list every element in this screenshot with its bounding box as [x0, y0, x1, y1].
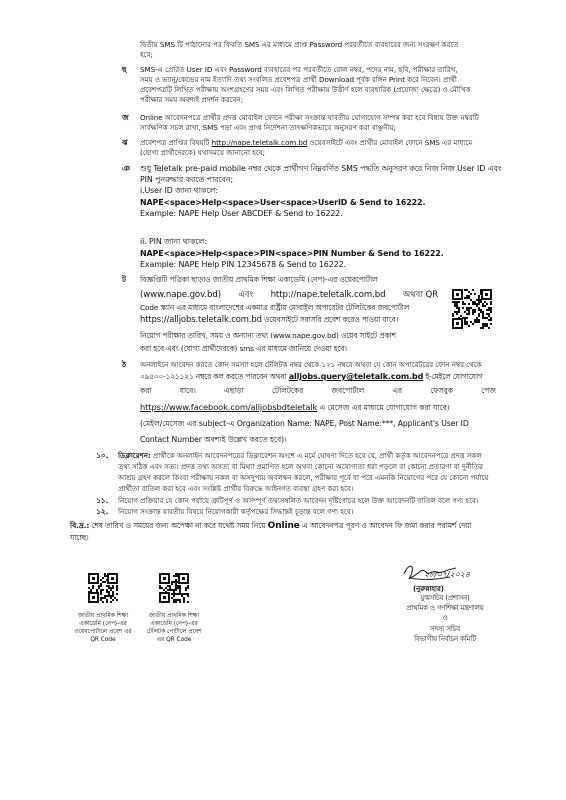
qr-finder-pattern: [481, 289, 492, 300]
qr-module: [468, 303, 470, 305]
item-cha-line-4: পরীক্ষার সময় অবশ্যই প্রদর্শন করবেন;: [140, 95, 244, 104]
qr-module: [490, 311, 492, 313]
item-10-line-1: [118, 451, 482, 461]
item-tha-marker: ঠ: [122, 360, 126, 369]
intro-line-2: হবে;: [140, 50, 153, 59]
qr-module: [173, 595, 175, 597]
qr-module: [490, 323, 492, 325]
qr-module: [478, 315, 480, 317]
qr-module: [112, 599, 114, 601]
item-tha-line-2-post: ই-মেইলে যোগাযোগ: [423, 372, 483, 381]
nape-teletalk-qr-code[interactable]: [159, 573, 189, 603]
item-ta-line-4-post: ওয়েবসাইটে সরাসরি প্রবেশ করেও পাওয়া যাবে।: [261, 315, 399, 324]
qr2-caption-line-1: জাতীয় প্রাথমিক শিক্ষা: [148, 613, 200, 619]
qr-module: [478, 321, 480, 323]
item-cha-line-3: প্রবেশপত্রটি লিখিত পরীক্ষায় অংশগ্রহণের সময় এবং লিখিত পরীক্ষায় উত্তীর্ণ হলে ব্যবহারিক (প্রযোজ্য ক্ষেত্রে) ও মৌখিক: [140, 85, 471, 94]
qr-module: [112, 587, 114, 589]
alljobs-link[interactable]: https://alljobs.teletalk.com.bd: [140, 314, 262, 324]
signer-title-4: বিভাগীয় নির্বাচন কমিটি: [414, 635, 476, 643]
qr2-caption-line-3: টেলিটক পোর্টালে প্রবেশ: [146, 629, 202, 635]
qr-module: [472, 313, 474, 315]
item-ta-line-4: [140, 315, 398, 325]
signature-date: ২৮/০৭/২০২৪: [424, 570, 470, 579]
qr-module: [185, 589, 187, 591]
item-10-line-2: তথ্য সঠিক এবং সত্য। প্রদত্ত তথ্য অসত্য বা মিথ্যা প্রমাণিত হলে অথবা কোনো অযোগ্যতা ধরা পড়লে বা কোনো প্রতারণা বা দুর্নীতির: [118, 462, 484, 471]
item-jha-line-1: [140, 138, 472, 148]
item-10-line-1-text: প্রার্থীকে অনলাইন আবেদনপত্রের ডিক্লারেশন অংশে এ মর্মে ঘোষণা দিতে হবে যে, প্রার্থী কর্তৃক আবেদনপত্রে প্রদত্ত সকল: [150, 451, 482, 460]
qr-module: [175, 601, 177, 603]
qr-module: [100, 593, 102, 595]
qr-module: [468, 313, 470, 315]
item-ta-line-1: বিজ্ঞপ্তিটি পত্রিকা ছাড়াও জাতীয় প্রাথমিক শিক্ষা একাডেমি (নেপ)-এর ওয়েবপোর্টাল: [140, 275, 378, 284]
sub-ii-format: NAPE<space>Help<space>PIN<space>PIN Number & Send to 16222.: [140, 249, 444, 258]
qr-module: [100, 585, 102, 587]
qr1-caption-line-2: একাডেমি (নেপ)-এর: [79, 621, 127, 627]
qr-finder-pattern: [452, 289, 463, 300]
note-line-1: [70, 521, 472, 532]
qr-module: [472, 323, 474, 325]
teletalk-nape-link[interactable]: http://nape.teletalk.com.bd: [211, 138, 308, 147]
qr-module: [116, 593, 118, 595]
qr-module: [472, 289, 474, 291]
qr-module: [175, 589, 177, 591]
qr-module: [462, 307, 464, 309]
tha-w4: টেলিটকের: [271, 386, 304, 395]
intro-line-1: দ্বিতীয় SMS টি পাঠানোর পর ফিরতি SMS এর মাধ্যমে প্রাপ্ত Password পরবর্তীতে ব্যবহারের জন্য সংরক্ষণ করতে: [140, 40, 459, 49]
item-ta-line-5: নিয়োগ পরীক্ষার তারিখ, সময় ও অন্যান্য তথ্য (www.nape.gov.bd) ওয়েব সাইটে প্রকাশ: [140, 331, 396, 340]
item-ta-marker: ট: [122, 275, 127, 284]
item-10-marker: ১০.: [96, 451, 109, 460]
qr-module: [470, 293, 472, 295]
item-10-line-4: প্রার্থীতা বাতিল করা হবে এবং সংশ্লিষ্ট প্রার্থীর বিরুদ্ধে আইনগত ব্যবস্থা গ্রহণ করা হবে।: [118, 484, 354, 493]
signer-title-1: যুগ্মসচিব (প্রশাসন): [420, 594, 470, 602]
tha-w7: ফেসবুক: [430, 386, 453, 395]
qr-module: [488, 327, 490, 329]
qr-module: [482, 327, 484, 329]
note-label: বি.দ্র.:: [70, 521, 90, 530]
qr-finder-pattern: [452, 318, 463, 329]
item-tha-line-6: Contact Number অবশ্যই উল্লেখ করতে হবে)।: [140, 435, 287, 444]
item-nya-line-2: PIN পুনরুদ্ধার করতে পারবেন;: [140, 175, 234, 184]
teletalk-nape-text[interactable]: http://nape.teletalk.com.bd: [270, 290, 386, 300]
item-tha-line-1: অনলাইনে আবেদন করতে কোন সমস্যা হলে টেলিটক নম্বর থেকে ১২১ নম্বরে অথবা যে কোন অপারেটরের ফোন নম্বর থেকে: [140, 360, 482, 369]
item-cha-marker: ছ: [122, 65, 127, 74]
qr-finder-pattern: [159, 592, 170, 603]
qr-finder-pattern: [107, 573, 118, 584]
item-tha-line-4-post: এ মেসেজ এর মাধ্যমে যোগাযোগ করা যাবে।: [317, 403, 450, 412]
signer-title-2: প্রাথমিক ও গণশিক্ষা মন্ত্রণালয়: [406, 604, 484, 612]
item-jha-text-pre: প্রবেশপত্র প্রাপ্তির বিষয়টি: [140, 138, 212, 147]
qr-module: [106, 601, 108, 603]
item-jha-marker: ঝ: [122, 138, 128, 147]
sub-i-example: Example: NAPE Help User ABCDEF & Send to 16222.: [140, 209, 343, 218]
item-11-marker: ১১.: [96, 496, 109, 505]
qr-module: [456, 313, 458, 315]
qr-finder-pattern: [88, 573, 99, 584]
tha-w6: এর: [392, 386, 403, 395]
note-text-post: এ আবেদনপত্র পূরণ ও আবেদন ফি জমা করার পরামর্শ দেয়া: [299, 521, 472, 530]
item-ta-line-3: Code স্ক্যান এর মাধ্যমে বাংলাদেশের একমাত্র রাষ্ট্রীয় মোবাইল অপারেটর টেলিটকের জবপোর্টাল: [140, 303, 410, 312]
nape-website-text: (www.nape.gov.bd): [140, 290, 221, 300]
qr-module: [464, 303, 466, 305]
sub-ii-example: Example: NAPE Help PIN 12345678 & Send to 16222.: [140, 260, 346, 269]
item-ja-line-1: Online আবেদনপত্রে প্রার্থীর প্রদত্ত মোবাইল ফোনে পরীক্ষা সংক্রান্ত যাবতীয় যোগাযোগ সম্পন্ন করা হবে বিধায় উক্ত নম্বরটি: [140, 113, 479, 122]
qr-module: [104, 581, 106, 583]
item-jha-line-2: (যোগ্য প্রার্থীদেরকে) যথাসময়ে জানানো হবে;: [140, 148, 265, 157]
signer-title-3: সদস্য সচিব: [430, 625, 460, 633]
item-12-line-1: নিয়োগ সংক্রান্ত যাবতীয় বিষয়ে নিয়োগকারী কর্তৃপক্ষের সিদ্ধান্তই চূড়ান্ত বলে গণ্য হবে।: [118, 507, 354, 516]
signer-and: ও: [442, 614, 448, 622]
item-nya-marker: ঞ: [122, 164, 130, 173]
qr-finder-pattern: [159, 573, 170, 584]
sub-i-format: NAPE<space>Help<space>User<space>UserID & Send to 16222.: [140, 198, 426, 207]
qr-module: [452, 315, 454, 317]
tha-w2: যাবে।: [179, 386, 196, 395]
qr-finder-pattern: [88, 592, 99, 603]
item-nya-line-1: শুধু Teletalk pre-paid mobile নম্বর থেকে প্রার্থীগণ নিম্নবর্ণিত SMS পদ্ধতি অনুসরণ করে নিজ নিজ User ID এবং: [140, 164, 502, 173]
qr2-caption-line-4: এর QR Code: [156, 637, 192, 643]
qr2-caption: [129, 612, 219, 644]
alljobs-query-email[interactable]: alljobs.query@teletalk.com.bd: [288, 372, 424, 381]
item-10-line-3: আশ্রয় গ্রহণ করলে কিংবা পরীক্ষায় নকল বা অসদুপায় অবলম্বন করলে, পরীক্ষার পূর্বে বা পরে এমনকি নিয়োগের পরে যে কোনো পর্যায়ে: [118, 473, 489, 482]
signer-name: (নুরুন্নাহার): [413, 585, 444, 593]
or-qr-text: অথবা QR: [402, 290, 438, 300]
teletalk-qr-code[interactable]: [452, 289, 492, 329]
qr-module: [102, 601, 104, 603]
item-tha-line-2: [140, 372, 483, 382]
nape-portal-qr-code[interactable]: [88, 573, 118, 603]
qr-module: [466, 317, 468, 319]
qr-module: [468, 325, 470, 327]
note-line-2: যাচ্ছে।: [70, 533, 89, 542]
qr-module: [179, 601, 181, 603]
qr-module: [110, 601, 112, 603]
qr1-caption-line-1: জাতীয় প্রাথমিক শিক্ষা: [77, 613, 129, 619]
sub-ii-label: ii. PIN জানা থাকলে:: [140, 237, 207, 246]
qr-module: [92, 587, 94, 589]
tha-w3: এছাড়া: [223, 386, 244, 395]
qr-module: [187, 587, 189, 589]
item-tha-line-4: [140, 403, 449, 413]
online-word: Online: [267, 521, 300, 531]
qr-module: [490, 319, 492, 321]
qr-module: [102, 589, 104, 591]
qr2-caption-line-2: একাডেমি (নেপ)-এর: [150, 621, 198, 627]
item-tha-line-5: (মেইল/মেসেজ এর subject-এ Organization Name: NAPE, Post Name:***, Applicant's User ID: [140, 419, 469, 428]
qr-module: [187, 595, 189, 597]
and-text: এবং: [238, 290, 254, 300]
qr-module: [102, 577, 104, 579]
qr-module: [486, 303, 488, 305]
sub-i-label: i.User ID জানা থাকলে:: [140, 186, 218, 195]
qr-module: [116, 589, 118, 591]
qr-module: [458, 311, 460, 313]
item-jha-text-post: ওয়েবসাইটে এবং প্রার্থীর মোবাইল ফোনে SMS এর মাধ্যমে: [307, 138, 473, 147]
item-cha-line-1: SMS-এ প্রেরিত User ID এবং Password ব্যবহারের পর পরবর্তীতে রোল নম্বর, পদের নাম, ছবি, পরীক্ষার তারিখ,: [140, 65, 458, 74]
qr-module: [474, 311, 476, 313]
item-ja-marker: জ: [122, 113, 129, 122]
item-ta-line-6: করা হবে এবং (যোগ্য প্রার্থীদেরকে) sms এর মাধ্যমে জানিয়ে দেওয়া হবে।: [140, 344, 347, 353]
tha-w5: জবপোর্টাল: [331, 386, 365, 395]
item-11-line-1: নিয়োগ প্রক্রিয়ার যে কোন পর্যায়ে ত্রুটিপূর্ণ ও অসম্পূর্ণ তথ্যসম্বলিত আবেদন দৃষ্টিগোচর হলে উক্ত আবেদনটি বাতিল বলে গণ্য হবে।: [118, 496, 479, 505]
qr-module: [490, 303, 492, 305]
qr1-caption-line-4: QR Code: [90, 637, 116, 643]
qr-module: [183, 601, 185, 603]
item-ja-line-2: সার্বক্ষণিক সচল রাখা, SMS পড়া এবং প্রাপ্ত নির্দেশনা তাৎক্ষণিকভাবে অনুসরণ করা বাঞ্ছনীয়;: [140, 123, 396, 132]
qr-finder-pattern: [178, 573, 189, 584]
qr-module: [478, 303, 480, 305]
facebook-page-link[interactable]: https://www.facebook.com/alljobsbdteletalk: [140, 402, 318, 412]
qr-module: [484, 305, 486, 307]
declaration-label: ডিক্লারেশন:: [118, 451, 151, 460]
qr-module: [187, 601, 189, 603]
qr-module: [474, 293, 476, 295]
note-text-pre: শেষ তারিখ ও সময়ের জন্য অপেক্ষা না করে যথেষ্ট সময় নিয়ে: [89, 521, 268, 530]
tha-w1: করা: [140, 386, 152, 395]
item-tha-line-2-pre: ০৯৫০০-১২১১২১ নম্বরে কল করতে পারবেন অথবা: [140, 372, 289, 381]
qr1-caption-line-3: ওয়েবপোর্টালে প্রবেশ এর: [74, 629, 132, 635]
tha-w8: পেজ: [481, 386, 496, 395]
qr-module: [171, 583, 173, 585]
item-ta-line-2: [140, 291, 438, 301]
item-cha-line-2: সময় ও ভ্যানু/কেন্দ্রের নাম ইত্যাদি তথ্য সংবলিত প্রবেশপত্র প্রার্থী Download পূর্বক রঙ্গিন Print করে নিবেন। প্রার্থী: [140, 75, 457, 84]
qr-module: [116, 599, 118, 601]
qr-module: [458, 301, 460, 303]
item-12-marker: ১২.: [96, 507, 109, 516]
item-tha-line-3: [140, 386, 496, 396]
